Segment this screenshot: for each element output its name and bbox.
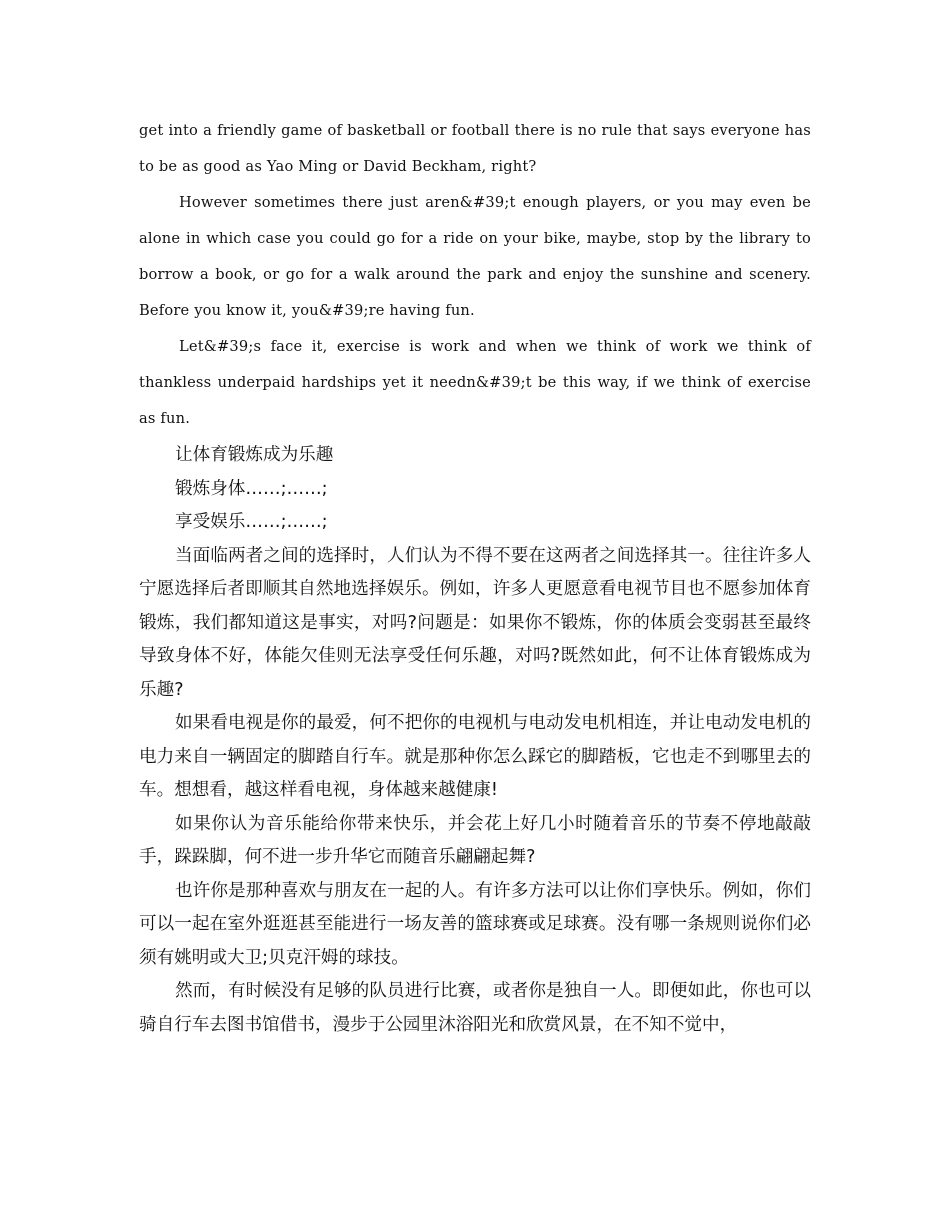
chinese-paragraph: 然而，有时候没有足够的队员进行比赛，或者你是独自一人。即便如此，你也可以骑自行车去图书馆借书，漫步于公园里沐浴阳光和欣赏风景，在不知不觉中，	[139, 981, 811, 1035]
chinese-paragraph: 也许你是那种喜欢与朋友在一起的人。有许多方法可以让你们享快乐。例如，你们可以一起在室外逛逛甚至能进行一场友善的篮球赛或足球赛。没有哪一条规则说你们必须有姚明或大卫;贝克汗姆的球技。	[139, 880, 811, 968]
chinese-title: 让体育锻炼成为乐趣	[175, 445, 334, 465]
chinese-text	[139, 439, 811, 1042]
english-text	[139, 113, 811, 437]
english-paragraph: get into a friendly game of basketball or football there is no rule that says everyone has to be as good as Yao Ming or David Beckham, right?	[139, 122, 811, 175]
chinese-paragraph: 当面临两者之间的选择时，人们认为不得不要在这两者之间选择其一。往往许多人宁愿选择后者即顺其自然地选择娱乐。例如，许多人更愿意看电视节目也不愿参加体育锻炼，我们都知道这是事实，对吗?问题是：如果你不锻炼，你的体质会变弱甚至最终导致身体不好，体能欠佳则无法享受任何乐趣，对吗?既然如此，何不让体育锻炼成为乐趣?	[139, 545, 811, 700]
chinese-paragraph: 如果看电视是你的最爱，何不把你的电视机与电动发电机相连，并让电动发电机的电力来自一辆固定的脚踏自行车。就是那种你怎么踩它的脚踏板，它也走不到哪里去的车。想想看，越这样看电视，身体越来越健康!	[139, 713, 811, 800]
english-paragraph: However sometimes there just aren&#39;t enough players, or you may even be alone in which case you could go for a ride on your bike, maybe, stop by the library to borrow a book, or go for a walk around the park and enjoy the sunshine and scenery. Before you know it, you&#39;re having fun.	[139, 194, 811, 319]
chinese-paragraph: 锻炼身体……;……;	[175, 478, 328, 499]
document-page	[139, 113, 811, 1042]
chinese-paragraph: 如果你认为音乐能给你带来快乐，并会花上好几小时随着音乐的节奏不停地敲敲手，跺跺脚，何不进一步升华它而随音乐翩翩起舞?	[139, 813, 811, 867]
chinese-paragraph: 享受娱乐……;……;	[175, 512, 328, 532]
english-paragraph: Let&#39;s face it, exercise is work and when we think of work we think of thankless underpaid hardships yet it needn&#39;t be this way, if we think of exercise as fun.	[139, 338, 811, 427]
